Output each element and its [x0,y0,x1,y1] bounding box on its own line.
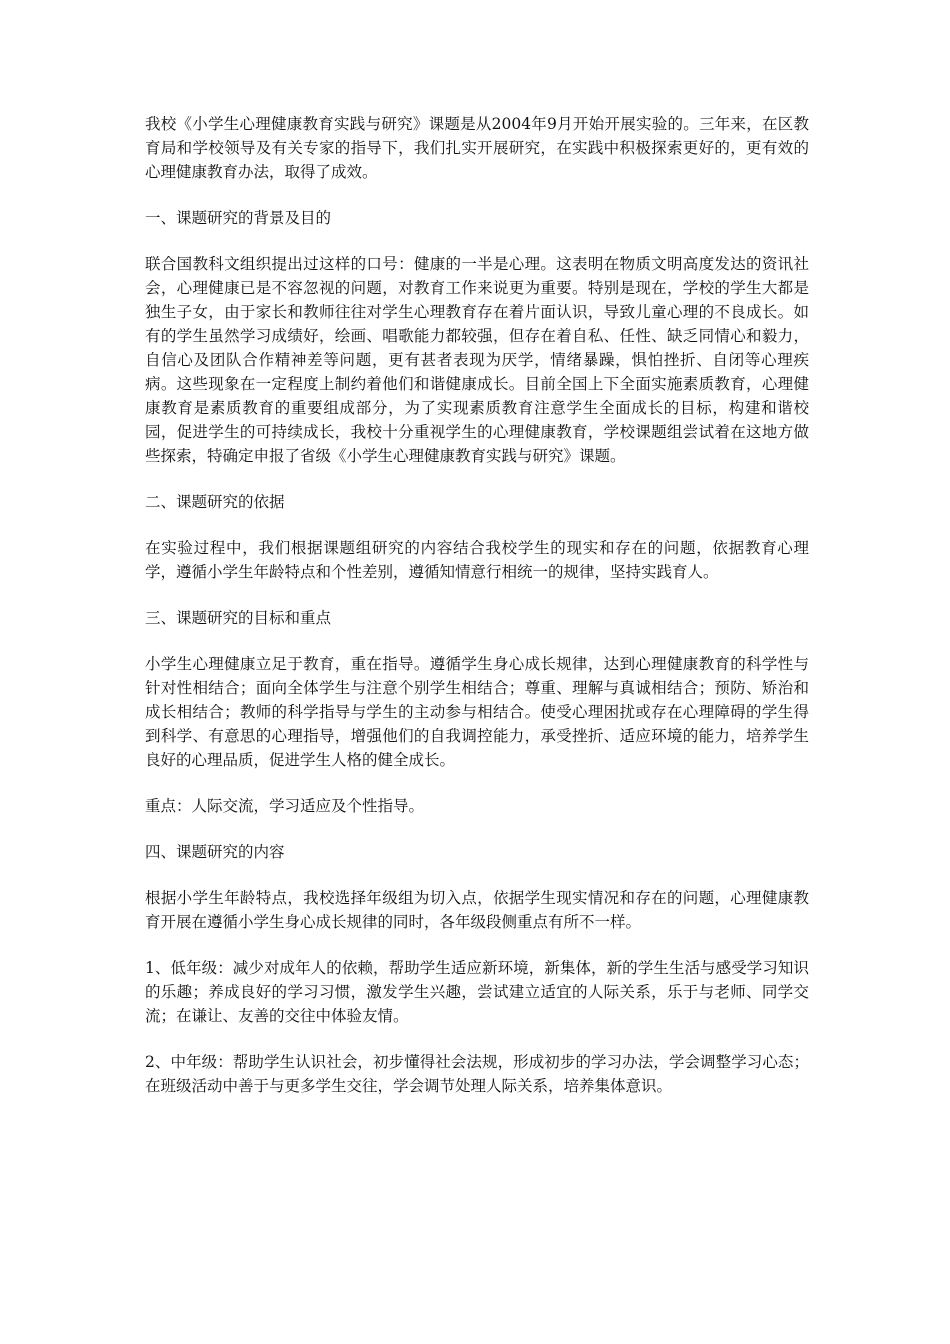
basis-paragraph: 在实验过程中，我们根据课题组研究的内容结合我校学生的现实和存在的问题，依据教育心理学，遵循小学生年龄特点和个性差别，遵循知情意行相统一的规律，坚持实践育人。 [145,539,809,581]
section-heading-goals: 三、课题研究的目标和重点 [145,609,332,627]
section-heading-basis: 二、课题研究的依据 [145,493,285,511]
middle-grade-paragraph: 2、中年级：帮助学生认识社会，初步懂得社会法规，形成初步的学习办法，学会调整学习心态；在班级活动中善于与更多学生交往，学会调节处理人际关系，培养集体意识。 [145,1053,809,1095]
document-body [145,112,809,1120]
content-intro-paragraph: 根据小学生年龄特点，我校选择年级组为切入点，依据学生现实情况和存在的问题，心理健康教育开展在遵循小学生身心成长规律的同时，各年级段侧重点有所不一样。 [145,889,809,931]
lower-grade-paragraph: 1、低年级：减少对成年人的依赖，帮助学生适应新环境，新集体，新的学生生活与感受学习知识的乐趣；养成良好的学习习惯，激发学生兴趣，尝试建立适宜的人际关系，乐于与老师、同学交流；在谦让、友善的交往中体验友情。 [145,959,809,1025]
section-heading-background: 一、课题研究的背景及目的 [145,209,332,227]
goals-paragraph: 小学生心理健康立足于教育，重在指导。遵循学生身心成长规律，达到心理健康教育的科学性与针对性相结合；面向全体学生与注意个别学生相结合；尊重、理解与真诚相结合；预防、矫治和成长相结合；教师的科学指导与学生的主动参与相结合。使受心理困扰或存在心理障碍的学生得到科学、有意思的心理指导，增强他们的自我调控能力，承受挫折、适应环境的能力，培养学生良好的心理品质，促进学生人格的健全成长。 [145,655,809,769]
key-points-paragraph: 重点：人际交流，学习适应及个性指导。 [145,797,425,815]
intro-paragraph: 我校《小学生心理健康教育实践与研究》课题是从2004年9月开始开展实验的。三年来，在区教育局和学校领导及有关专家的指导下，我们扎实开展研究，在实践中积极探索更好的，更有效的心理健康教育办法，取得了成效。 [145,115,809,181]
background-paragraph: 联合国教科文组织提出过这样的口号：健康的一半是心理。这表明在物质文明高度发达的资讯社会，心理健康已是不容忽视的问题，对教育工作来说更为重要。特别是现在，学校的学生大都是独生子女，由于家长和教师往往对学生心理教育存在着片面认识，导致儿童心理的不良成长。如有的学生虽然学习成绩好，绘画、唱歌能力都较强，但存在着自私、任性、缺乏同情心和毅力，自信心及团队合作精神差等问题，更有甚者表现为厌学，情绪暴躁，惧怕挫折、自闭等心理疾病。这些现象在一定程度上制约着他们和谐健康成长。目前全国上下全面实施素质教育，心理健康教育是素质教育的重要组成部分，为了实现素质教育注意学生全面成长的目标，构建和谐校园，促进学生的可持续成长，我校十分重视学生的心理健康教育，学校课题组尝试着在这地方做些探索，特确定申报了省级《小学生心理健康教育实践与研究》课题。 [145,255,809,465]
section-heading-content: 四、课题研究的内容 [145,843,285,861]
